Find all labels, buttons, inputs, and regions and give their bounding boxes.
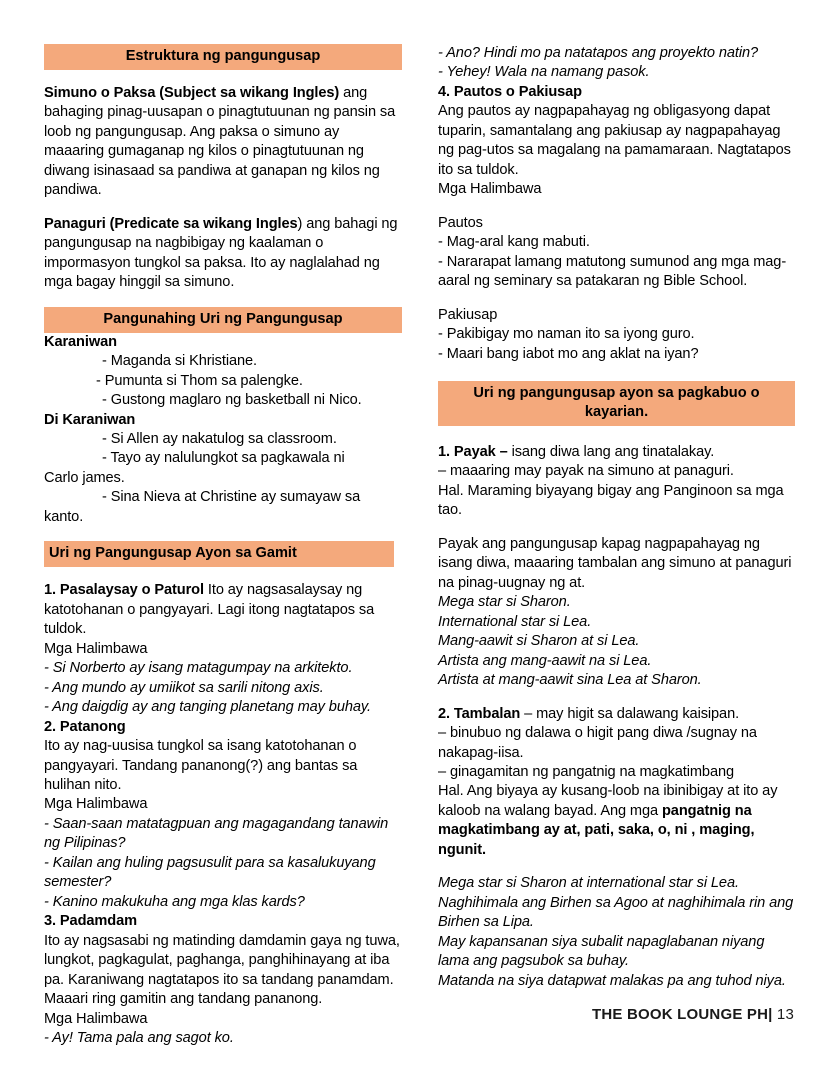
banner-uri-ng-pangungusap-ayon-sa-gamit: Uri ng Pangungusap Ayon sa Gamit <box>44 541 394 567</box>
tambalan-line-3: – ginagamitan ng pangatnig na magkatimbang <box>438 764 734 780</box>
footer-page-number: 13 <box>776 1006 794 1023</box>
paragraph-panaguri <box>44 215 402 293</box>
label-mga-halimbawa: Mga Halimbawa <box>44 1010 148 1027</box>
tambalan-pangatnig-bold: pangatnig na magkatimbang ay at, pati, saka, o, ni , maging, ngunit. <box>438 802 755 858</box>
spacer <box>44 201 402 215</box>
paragraph-tambalan <box>438 705 795 724</box>
spacer <box>44 293 402 307</box>
list-item: - Tayo ay nalulungkot sa pagkawala ni <box>102 450 345 467</box>
list-item: - Mag-aral kang mabuti. <box>438 234 590 251</box>
banner-estruktura-ng-pangungusap: Estruktura ng pangungusap <box>44 44 402 70</box>
example-item: - Ano? Hindi mo pa natatapos ang proyekto natin? <box>438 45 758 61</box>
left-column <box>44 44 402 1049</box>
spacer <box>44 567 402 581</box>
heading-padamdam: 3. Padamdam <box>44 913 137 930</box>
heading-panaguri: Panaguri (Predicate sa wikang Ingles <box>44 215 298 232</box>
payak-explanation: Payak ang pangungusap kapag nagpapahayag ng isang diwa, maaaring tambalan ang simuno at panaguri na pinag-uugnay ng at. <box>438 535 792 591</box>
list-item-wrap: Carlo james. <box>44 469 125 486</box>
example-item: Naghihimala ang Birhen sa Agoo at naghihimala rin ang Birhen sa Lipa. <box>438 894 794 931</box>
label-di-karaniwan: Di Karaniwan <box>44 411 136 428</box>
body-pautos: Ang pautos ay nagpapahayag ng obligasyong dapat tuparin, samantalang ang pakiusap ay nagpapahayag ng pag-utos sa magalang na pamamaraan. Nagtatapos ito sa tuldok. <box>438 103 791 178</box>
banner-pangunahing-uri-ng-pangungusap: Pangunahing Uri ng Pangungusap <box>44 307 402 333</box>
example-item: - Kailan ang huling pagsusulit para sa kasalukuyang semester? <box>44 854 376 891</box>
payak-line-3: Hal. Maraming biyayang bigay ang Panginoon sa mga tao. <box>438 482 784 519</box>
list-item: - Gustong maglaro ng basketball ni Nico. <box>102 392 362 409</box>
list-item: - Sina Nieva at Christine ay sumayaw sa <box>102 489 361 506</box>
label-mga-halimbawa: Mga Halimbawa <box>438 181 542 198</box>
spacer <box>44 70 402 84</box>
two-column-layout <box>44 44 794 1049</box>
example-item: Artista at mang-aawit sina Lea at Sharon. <box>438 672 702 689</box>
list-item: - Nararapat lamang matutong sumunod ang mga mag-aaral ng seminary sa patakaran ng Bible School. <box>438 253 787 290</box>
example-item: Matanda na siya datapwat malakas pa ang tuhod niya. <box>438 972 786 989</box>
spacer <box>438 691 795 705</box>
body-padamdam: Ito ay nagsasabi ng matinding damdamin gaya ng tuwa, lungkot, pagkagulat, paghanga, panghihinayang at iba pa. Karaniwang nagtatapos ito sa tandang panamdam. Maaari ring gamitin ang tandang pananong. <box>44 932 400 1008</box>
heading-payak-rest: isang diwa lang ang tinatalakay. <box>507 443 715 460</box>
heading-pautos-o-pakiusap: 4. Pautos o Pakiusap <box>438 83 582 100</box>
list-item: - Pumunta si Thom sa palengke. <box>96 372 303 389</box>
example-item: - Ay! Tama pala ang sagot ko. <box>44 1030 234 1047</box>
tambalan-line-2: – binubuo ng dalawa o higit pang diwa /sugnay na nakapag-iisa. <box>438 725 757 761</box>
label-mga-halimbawa: Mga Halimbawa <box>44 640 148 657</box>
paragraph-simuno <box>44 84 402 201</box>
body-patanong: Ito ay nag-uusisa tungkol sa isang katotohanan o pangyayari. Tandang pananong(?) ang bantas sa hulihan nito. <box>44 738 358 793</box>
example-item: - Yehey! Wala na namang pasok. <box>438 64 650 81</box>
spacer <box>438 521 795 535</box>
list-item-wrap: kanto. <box>44 508 84 525</box>
page-footer <box>592 1006 794 1023</box>
heading-payak: 1. Payak – <box>438 443 508 460</box>
banner-uri-ng-pangungusap-ayon-sa-pagkabuo: Uri ng pangungusap ayon sa pagkabuo o kayarian. <box>438 381 795 426</box>
label-pautos: Pautos <box>438 214 483 231</box>
footer-brand: THE BOOK LOUNGE PH <box>592 1006 769 1023</box>
spacer <box>44 527 402 541</box>
example-item: Mega star si Sharon at international star si Lea. <box>438 875 739 892</box>
example-item: - Saan-saan matatagpuan ang magagandang tanawin ng Pilipinas? <box>44 815 389 852</box>
right-column <box>438 44 795 991</box>
label-mga-halimbawa: Mga Halimbawa <box>44 796 148 813</box>
heading-pasalaysay: 1. Pasalaysay o Paturol <box>44 582 204 599</box>
example-item: - Si Norberto ay isang matagumpay na arkitekto. <box>44 660 353 677</box>
body-pasalaysay: Ito ay nagsasalaysay ng katotohanan o pangyayari. Lagi itong nagtatapos sa tuldok. <box>44 582 375 638</box>
spacer <box>438 292 795 306</box>
tambalan-line-4-text: Hal. Ang biyaya ay kusang-loob na ibinibigay at ito ay kaloob na walang bayad. Ang mga <box>438 783 778 819</box>
list-item: - Pakibigay mo naman ito sa iyong guro. <box>438 326 695 343</box>
example-item: May kapansanan siya subalit napaglabanan niyang lama ang pagsubok sa buhay. <box>438 933 765 970</box>
list-item: - Si Allen ay nakatulog sa classroom. <box>102 430 337 447</box>
label-karaniwan: Karaniwan <box>44 333 117 350</box>
example-item: International star si Lea. <box>438 613 592 630</box>
heading-simuno: Simuno o Paksa (Subject sa wikang Ingles) <box>44 84 340 101</box>
heading-tambalan-rest: – may higit sa dalawang kaisipan. <box>520 705 740 722</box>
list-item: - Maari bang iabot mo ang aklat na iyan? <box>438 345 699 362</box>
heading-tambalan: 2. Tambalan <box>438 705 521 722</box>
footer-separator: | <box>768 1006 773 1023</box>
label-pakiusap: Pakiusap <box>438 306 498 323</box>
example-item: - Ang mundo ay umiikot sa sarili nitong axis. <box>44 679 324 696</box>
payak-line-2: – maaaring may payak na simuno at panaguri. <box>438 463 734 480</box>
spacer <box>438 364 795 381</box>
spacer <box>438 200 795 214</box>
example-item: Mega star si Sharon. <box>438 594 571 611</box>
tambalan-line-4 <box>438 782 795 860</box>
example-item: Mang-aawit si Sharon at si Lea. <box>438 633 640 650</box>
example-item: - Ang daigdig ay ang tanging planetang may buhay. <box>44 699 371 716</box>
paragraph-pasalaysay <box>44 581 402 639</box>
list-item: - Maganda si Khristiane. <box>102 353 257 370</box>
example-item: - Kanino makukuha ang mga klas kards? <box>44 893 305 910</box>
paragraph-payak <box>438 443 795 462</box>
body-panaguri: ) ang bahagi ng pangungusap na nagbibigay ng kaalaman o impormasyon tungkol sa paksa. Ito ay naglalahad ng mga bagay hinggil sa simuno. <box>44 215 398 291</box>
spacer <box>438 860 795 874</box>
spacer <box>438 426 795 443</box>
heading-patanong: 2. Patanong <box>44 718 126 735</box>
body-simuno: ang bahaging pinag-uusapan o pinagtutuunan ng pansin sa loob ng pangungusap. Ang paksa o simuno ay maaaring gumaganap ng kilos o pinagtutuunan ng diwang isinasaad sa pandiwa at ganapan ng kilos ng pandiwa. <box>44 84 396 199</box>
example-item: Artista ang mang-aawit na si Lea. <box>438 652 652 669</box>
